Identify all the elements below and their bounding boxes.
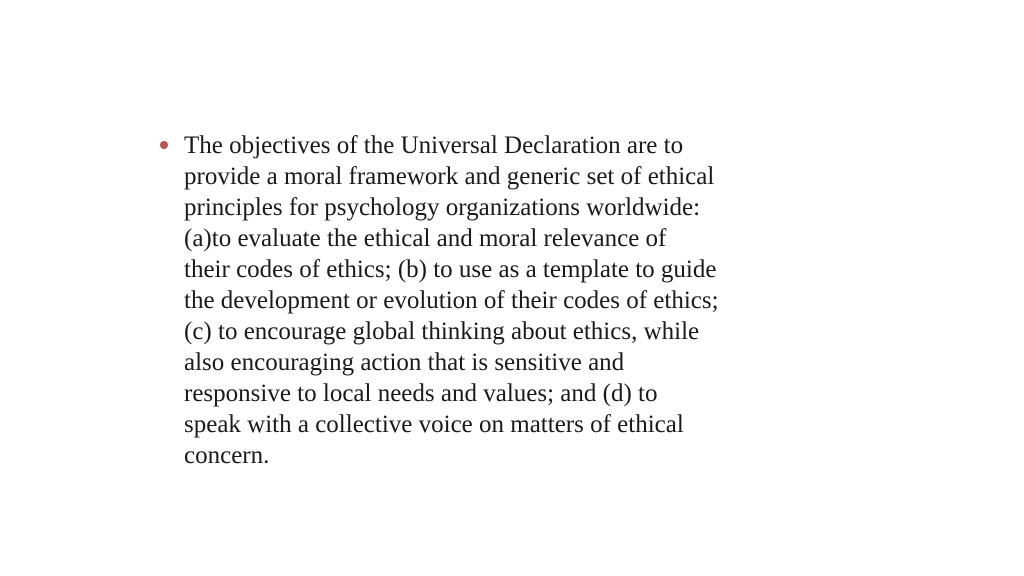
bullet-line: the development or evolution of their codes of ethics; [184, 287, 719, 314]
bullet-line: their codes of ethics; (b) to use as a template to guide [184, 256, 717, 283]
bullet-dot-icon [160, 141, 168, 149]
bullet-line: responsive to local needs and values; and (d) to [184, 380, 658, 407]
bullet-line: (a)to evaluate the ethical and moral relevance of [184, 225, 667, 252]
bullet-line: concern. [184, 442, 270, 469]
bullet-line: The objectives of the Universal Declaration are to [184, 132, 684, 159]
bullet-line: principles for psychology organizations worldwide: [184, 194, 701, 221]
bullet-item [160, 130, 860, 471]
bullet-list [160, 130, 860, 471]
bullet-line: provide a moral framework and generic set of ethical [184, 163, 715, 190]
bullet-line: speak with a collective voice on matters of ethical [184, 411, 684, 438]
bullet-line: (c) to encourage global thinking about ethics, while [184, 318, 700, 345]
bullet-line: also encouraging action that is sensitive and [184, 349, 625, 376]
bullet-text [184, 130, 860, 471]
